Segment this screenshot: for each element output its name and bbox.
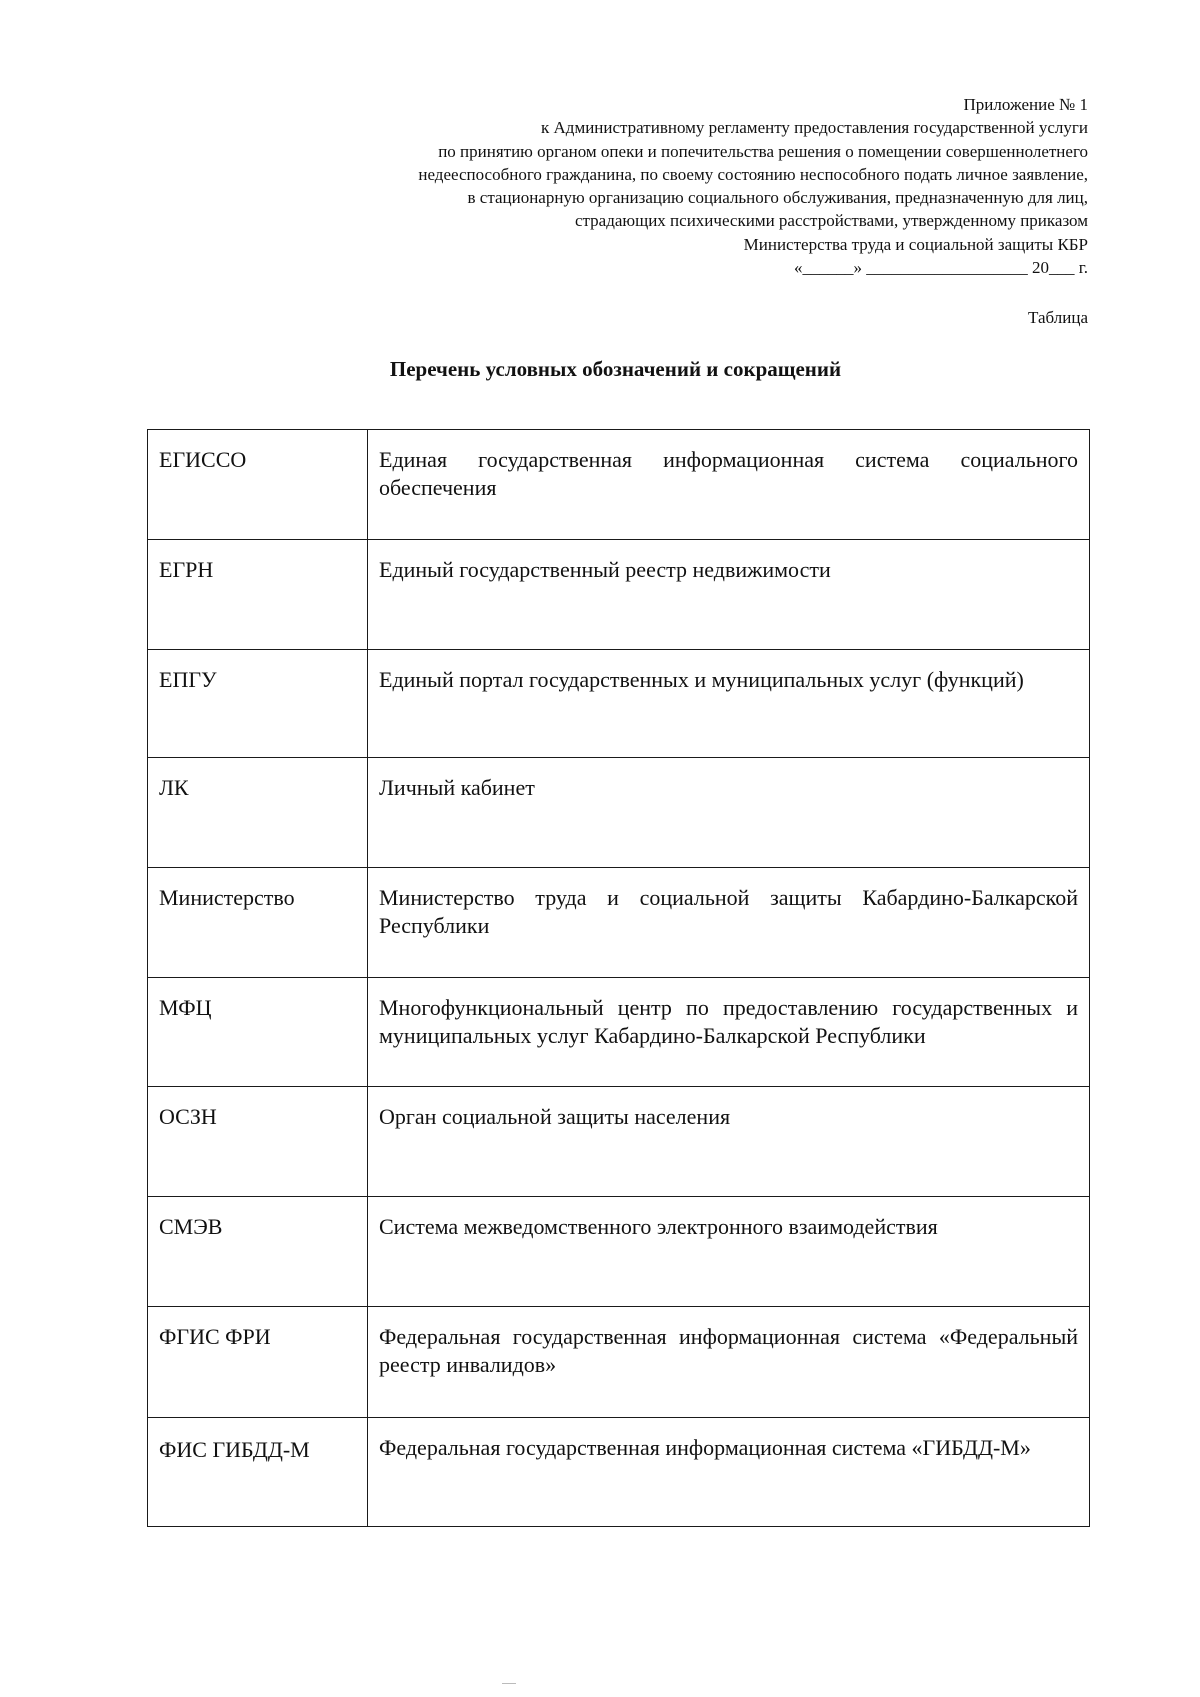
definition-cell: Личный кабинет — [368, 758, 1090, 868]
definition-cell: Единая государственная информационная система социального обеспечения — [368, 430, 1090, 540]
table-row — [148, 650, 1090, 758]
definition-cell: Единый портал государственных и муниципальных услуг (функций) — [368, 650, 1090, 758]
abbreviation-cell: Министерство — [148, 868, 368, 978]
table-row — [148, 1418, 1090, 1527]
appendix-line-regulation: к Административному регламенту предоставления государственной услуги — [541, 118, 1088, 138]
appendix-date-line: «______» ___________________ 20___ г. — [793, 258, 1088, 278]
scan-mark — [502, 1683, 516, 1684]
abbreviation-cell: СМЭВ — [148, 1197, 368, 1307]
appendix-line-order: страдающих психическими расстройствами, утвержденному приказом — [575, 211, 1088, 231]
definition-cell: Единый государственный реестр недвижимости — [368, 540, 1090, 650]
table-row — [148, 978, 1090, 1087]
definition-cell: Федеральная государственная информационная система «ГИБДД-М» — [368, 1418, 1090, 1527]
table-row — [148, 758, 1090, 868]
table-row — [148, 540, 1090, 650]
appendix-header — [188, 93, 1088, 279]
appendix-line-citizen: недееспособного гражданина, по своему состоянию неспособного подать личное заявление, — [418, 164, 1088, 184]
table-row — [148, 1087, 1090, 1197]
table-caption: Таблица — [1028, 308, 1088, 327]
abbreviation-cell: ЕГРН — [148, 540, 368, 650]
abbreviations-table — [147, 429, 1090, 1527]
definition-cell: Министерство труда и социальной защиты Кабардино-Балкарской Республики — [368, 868, 1090, 978]
abbreviation-cell: ФИС ГИБДД-М — [148, 1418, 368, 1527]
appendix-number: Приложение № 1 — [963, 95, 1088, 114]
table-row — [148, 1197, 1090, 1307]
appendix-line-ministry: Министерства труда и социальной защиты КБР — [743, 234, 1088, 254]
definition-cell: Орган социальной защиты населения — [368, 1087, 1090, 1197]
abbreviation-cell: ЕПГУ — [148, 650, 368, 758]
abbreviation-cell: ОСЗН — [148, 1087, 368, 1197]
appendix-line-decision: по принятию органом опеки и попечительства решения о помещении совершеннолетнего — [438, 141, 1088, 161]
document-title: Перечень условных обозначений и сокращений — [389, 357, 842, 381]
appendix-line-organization: в стационарную организацию социального обслуживания, предназначенную для лиц, — [467, 188, 1088, 208]
abbreviation-cell: ФГИС ФРИ — [148, 1307, 368, 1418]
table-row — [148, 1307, 1090, 1418]
abbreviation-cell: ЕГИССО — [148, 430, 368, 540]
table-row — [148, 430, 1090, 540]
definition-cell: Система межведомственного электронного взаимодействия — [368, 1197, 1090, 1307]
definition-cell: Многофункциональный центр по предоставлению государственных и муниципальных услуг Кабардино-Балкарской Республики — [368, 978, 1090, 1087]
abbreviation-cell: МФЦ — [148, 978, 368, 1087]
table-row — [148, 868, 1090, 978]
abbreviation-cell: ЛК — [148, 758, 368, 868]
definition-cell: Федеральная государственная информационная система «Федеральный реестр инвалидов» — [368, 1307, 1090, 1418]
